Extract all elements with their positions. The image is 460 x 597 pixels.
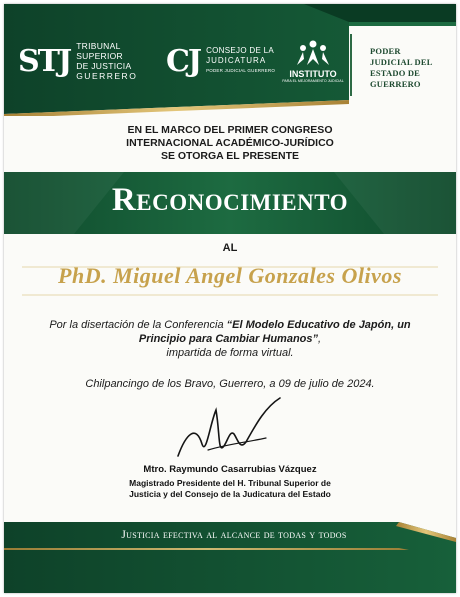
cj-small: PODER JUDICIAL GUERRERO (206, 68, 276, 73)
intro-line: EN EL MARCO DEL PRIMER CONGRESO (127, 124, 333, 136)
tsj-monogram: STJ (18, 43, 71, 79)
instituto-subtitle: PARA EL MEJORAMIENTO JUDICIAL (282, 79, 344, 83)
poder-line: JUDICIAL DEL (370, 57, 433, 67)
intro-line: SE OTORGA EL PRESENTE (160, 150, 300, 162)
role-line: Magistrado Presidente del H. Tribunal Superior de (129, 478, 331, 488)
cj-monogram: CJ (166, 43, 201, 79)
intro-line: INTERNACIONAL ACADÉMICO-JURÍDICO (126, 137, 334, 149)
poder-line: PODER (370, 46, 401, 56)
place-date: Chilpancingo de los Bravo, Guerrero, a 09 de julio de 2024. (85, 378, 375, 390)
tsj-line: TRIBUNAL (76, 41, 121, 51)
poder-judicial-block (350, 34, 446, 96)
tsj-logo (18, 34, 137, 88)
instituto-name: INSTITUTO (289, 69, 337, 79)
recipient-name: PhD. Miguel Angel Gonzales Olivos (58, 263, 402, 288)
intro-text (4, 124, 456, 163)
people-icon (294, 39, 332, 67)
instituto-logo (280, 34, 346, 88)
description-before: Por la disertación de la Conferencia (49, 319, 227, 331)
poder-line: ESTADO DE (370, 68, 421, 78)
cj-line: JUDICATURA (206, 56, 267, 65)
certificate-title: Reconocimiento (111, 182, 349, 218)
signer-name: Mtro. Raymundo Casarrubias Vázquez (143, 464, 317, 475)
tsj-line: SUPERIOR (76, 51, 123, 61)
cj-line: CONSEJO DE LA (206, 46, 274, 55)
signature (168, 394, 288, 466)
signer-role (4, 478, 456, 500)
poder-line: GUERRERO (370, 79, 421, 89)
tsj-line: GUERRERO (76, 71, 138, 81)
cj-logo (166, 34, 275, 88)
footer-motto: Justicia efectiva al alcance de todas y todos (121, 529, 347, 541)
certificate (4, 4, 456, 593)
tsj-line: DE JUSTICIA (76, 61, 132, 71)
al-label: AL (222, 242, 238, 254)
description-after: , (318, 333, 322, 345)
conference-title: “El Modelo Educativo de Japón, un Principio para Cambiar Humanos” (138, 319, 411, 345)
description-line2: impartida de forma virtual. (166, 347, 294, 359)
role-line: Justicia y del Consejo de la Judicatura del Estado (129, 489, 331, 499)
description (26, 318, 434, 360)
